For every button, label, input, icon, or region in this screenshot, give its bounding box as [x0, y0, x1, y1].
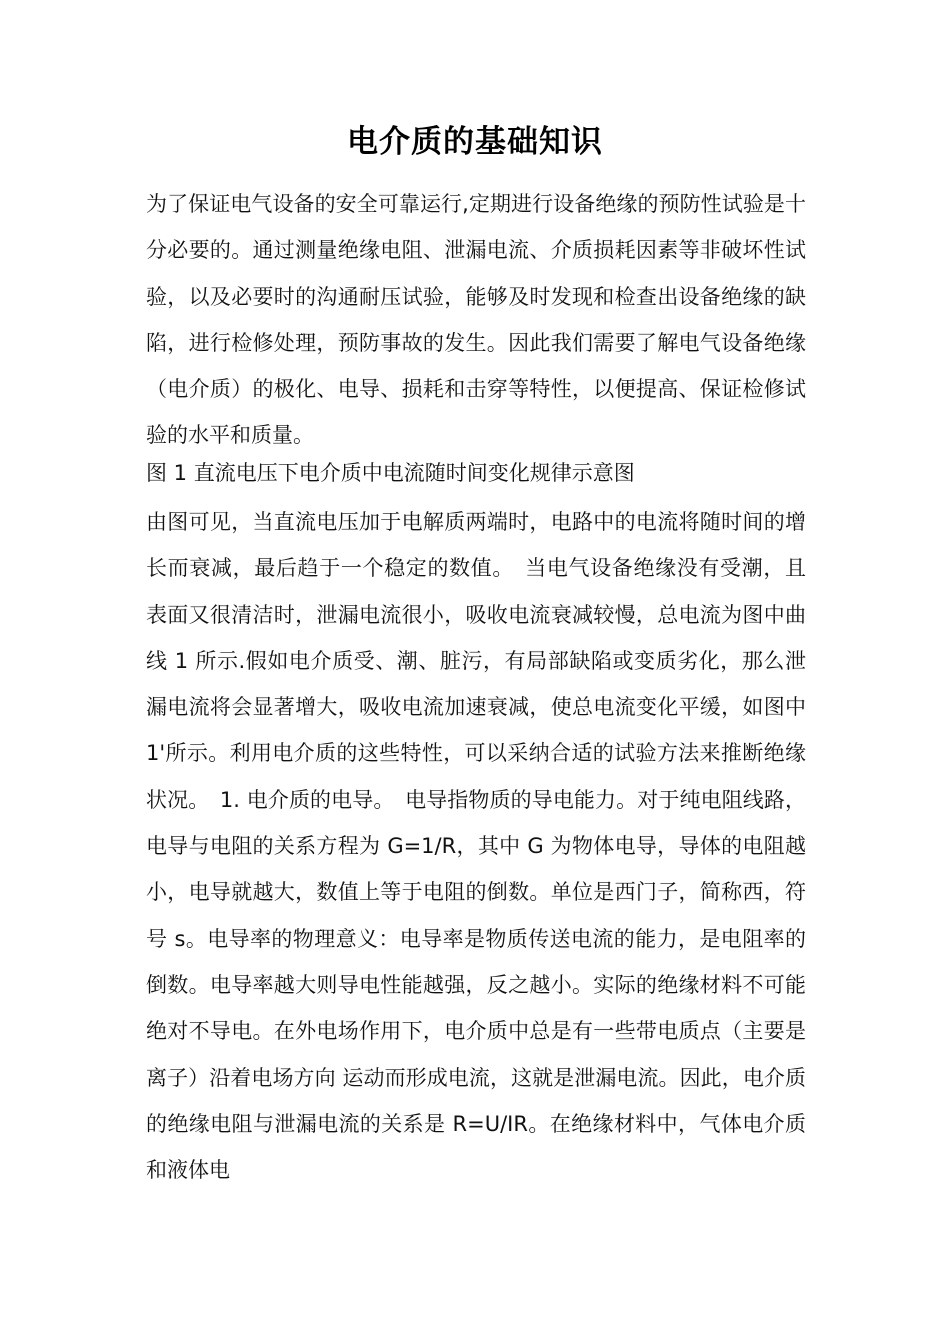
figure-caption: 图 1 直流电压下电介质中电流随时间变化规律示意图: [146, 461, 635, 485]
paragraph-conductance: 由图可见，当直流电压加于电解质两端时，电路中的电流将随时间的增长而衰减，最后趋于一个稳定的数值。 当电气设备绝缘没有受潮，且表面又很清洁时，泄漏电流很小，吸收电流衰减较慢，总电流为图中曲线 1 所示.假如电介质受、潮、脏污，有局部缺陷或变质劣化，那么泄漏电流将会显著增大，吸收电流加速衰减，使总电流变化平缓，如图中 1'所示。利用电介质的这些特性，可以采纳合适的试验方法来推断绝缘状况。 1. 电介质的电导。 电导指物质的导电能力。对于纯电阻线路，电导与电阻的关系方程为 G=1/R，其中 G 为物体电导，导体的电阻越小，电导就越大，数值上等于电阻的倒数。单位是西门子，简称西，符号 s。电导率的物理意义：电导率是物质传送电流的能力，是电阻率的倒数。电导率越大则导电性能越强，反之越小。实际的绝缘材料不可能绝对不导电。在外电场作用下，电介质中总是有一些带电质点（主要是离子）沿着电场方向 运动而形成电流，这就是泄漏电流。因此，电介质的绝缘电阻与泄漏电流的关系是 R=U/IR。在绝缘材料中，气体电介质和液体电: [146, 510, 806, 1183]
paragraph-intro: 为了保证电气设备的安全可靠运行,定期进行设备绝缘的预防性试验是十分必要的。通过测量绝缘电阻、泄漏电流、介质损耗因素等非破坏性试验，以及必要时的沟通耐压试验，能够及时发现和检查出设备绝缘的缺陷，进行检修处理，预防事故的发生。因此我们需要了解电气设备绝缘（电介质）的极化、电导、损耗和击穿等特性，以便提高、保证检修试验的水平和质量。: [146, 192, 806, 448]
document-title: 电介质的基础知识: [347, 124, 603, 160]
